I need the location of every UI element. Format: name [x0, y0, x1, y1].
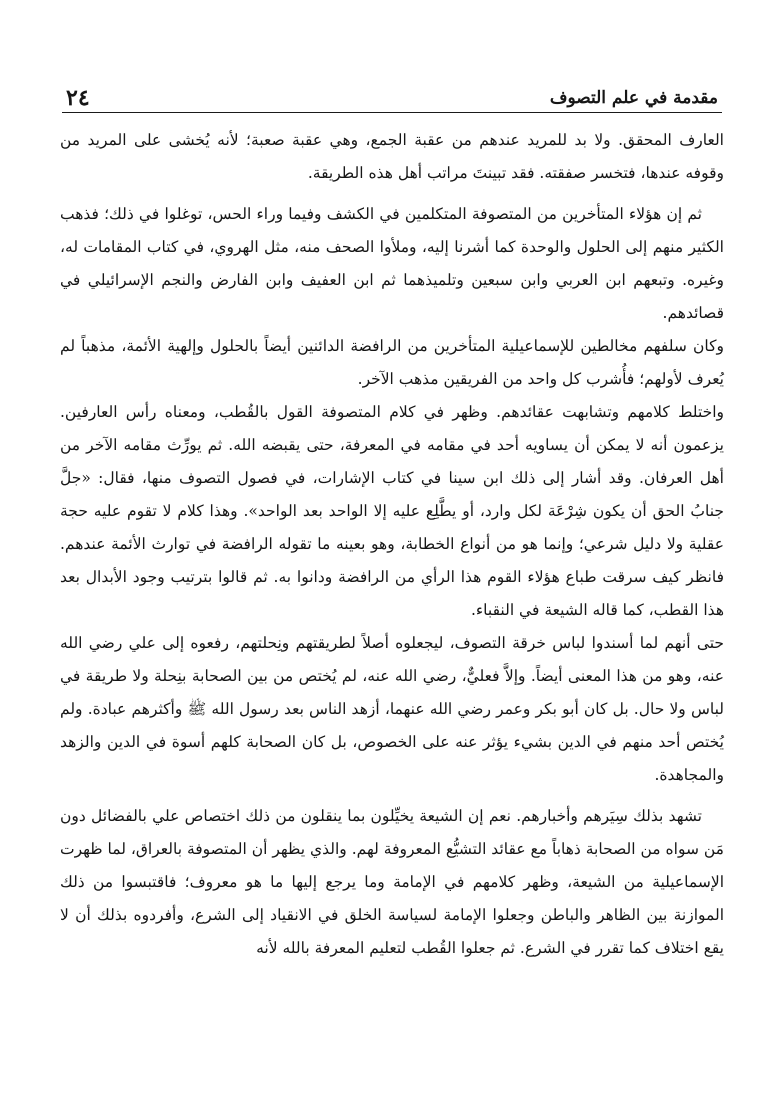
paragraph: العارف المحقق. ولا بد للمريد عندهم من عقبة الجمع، وهي عقبة صعبة؛ لأنه يُخشى على المريد من وقوفه عندها، فتخسر صفقته. فقد تبينتَ مراتب أهل هذه الطريقة.: [60, 131, 724, 182]
page-number: ٢٤: [66, 85, 90, 111]
paragraph: وكان سلفهم مخالطين للإسماعيلية المتأخرين من الرافضة الدائنين أيضاً بالحلول وإلهية الأئمة، مذهباً لم يُعرف لأولهم؛ فأُشرب كل واحد من الفريقين مذهب الآخر.: [60, 337, 724, 388]
page-header: [62, 84, 722, 113]
paragraph: تشهد بذلك سِيَرهم وأخبارهم. نعم إن الشيعة يخيِّلون بما ينقلون من ذلك اختصاص علي بالفضائل دون مَن سواه من الصحابة ذهاباً مع عقائد التشيُّع المعروفة لهم. والذي يظهر أن المتصوفة بالعراق، لما ظهرت الإسماعيلية من الشيعة، وظهر كلامهم في الإمامة وما يرجع إليها ما هو معروف؛ فاقتبسوا من ذلك الموازنة بين الظاهر والباطن وجعلوا الإمامة لسياسة الخلق في الانقياد إلى الشرع، وأفردوه بذلك أن لا يقع اختلاف كما تقرر في الشرع. ثم جعلوا القُطب لتعليم المعرفة بالله لأنه: [60, 807, 724, 957]
page-body: [60, 124, 724, 965]
running-title: مقدمة في علم التصوف: [549, 88, 718, 108]
paragraph: حتى أنهم لما أسندوا لباس خرقة التصوف، ليجعلوه أصلاً لطريقتهم ونِحلتهم، رفعوه إلى علي رضي الله عنه، وهو من هذا المعنى أيضاً. وإلاَّ فعليٌّ، رضي الله عنه، لم يُختص من بين الصحابة بنِحلة ولا طريقة في لباس ولا حال. بل كان أبو بكر وعمر رضي الله عنهما، أزهد الناس بعد رسول الله ﷺ وأكثرهم عبادة. ولم يُختص أحد منهم في الدين بشيء يؤثر عنه على الخصوص، بل كان الصحابة كلهم أسوة في الدين والزهد والمجاهدة.: [60, 634, 724, 784]
paragraph: واختلط كلامهم وتشابهت عقائدهم. وظهر في كلام المتصوفة القول بالقُطب، ومعناه رأس العارفين. يزعمون أنه لا يمكن أن يساويه أحد في مقامه في المعرفة، حتى يقبضه الله. ثم يورِّث مقامه الآخر من أهل العرفان. وقد أشار إلى ذلك ابن سينا في كتاب الإشارات، في فصول التصوف منها، فقال: «جلَّ جنابُ الحق أن يكون شِرْعَة لكل وارد، أو يطَّلِع عليه إلا الواحد بعد الواحد». وهذا كلام لا تقوم عليه حجة عقلية ولا دليل شرعي؛ وإنما هو من أنواع الخطابة، وهو بعينه ما تقوله الرافضة في توارث الأئمة عندهم. فانظر كيف سرقت طباع هؤلاء القوم هذا الرأي من الرافضة ودانوا به. ثم قالوا بترتيب وجود الأبدال بعد هذا القطب، كما قاله الشيعة في النقباء.: [60, 403, 724, 619]
paragraph: ثم إن هؤلاء المتأخرين من المتصوفة المتكلمين في الكشف وفيما وراء الحس، توغلوا في ذلك؛ فذهب الكثير منهم إلى الحلول والوحدة كما أشرنا إليه، وملأوا الصحف منه، مثل الهروي، في كتاب المقامات له، وغيره. وتبعهم ابن العربي وابن سبعين وتلميذهما ثم ابن العفيف وابن الفارض والنجم الإسرائيلي في قصائدهم.: [60, 205, 724, 322]
